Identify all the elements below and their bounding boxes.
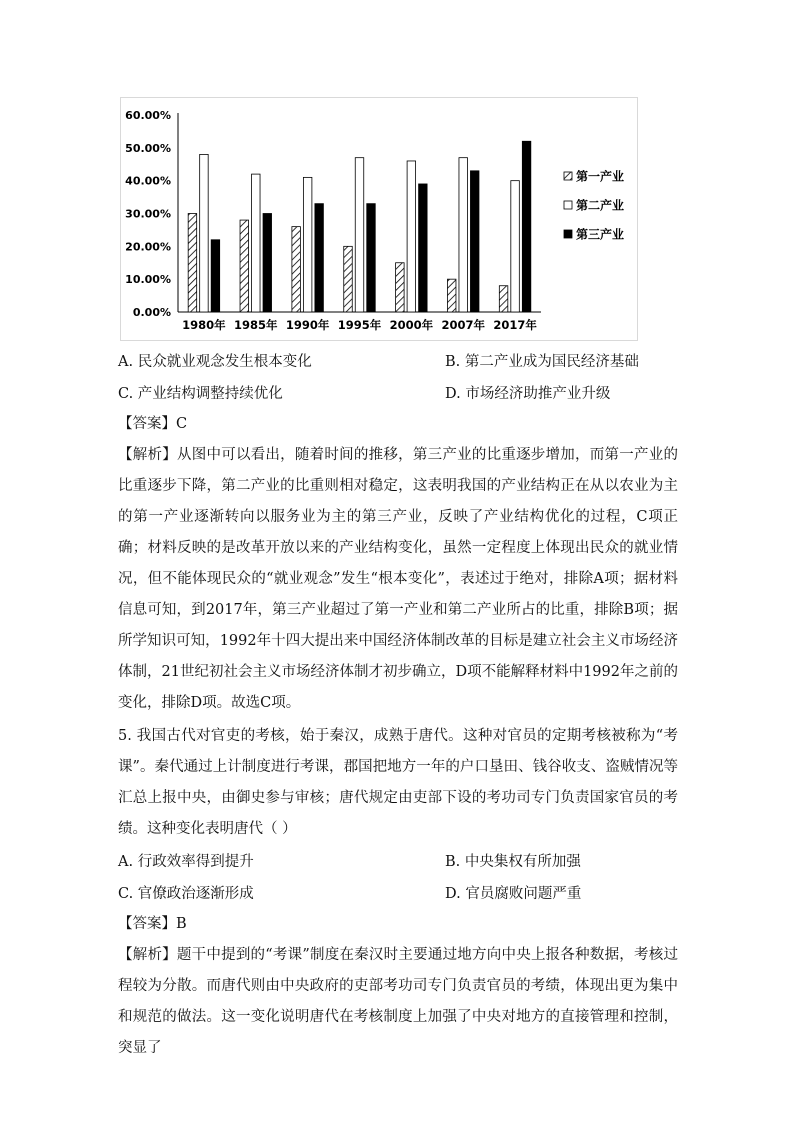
bar-1-4 [344, 246, 353, 312]
y-tick-label: 10.00% [125, 273, 171, 287]
bar-1-6 [447, 279, 456, 312]
bar-1-7 [499, 286, 508, 312]
q5-option-c: C. 官僚政治逐渐形成 [118, 886, 254, 902]
bar-3-7 [522, 141, 531, 312]
bar-3-5 [419, 184, 428, 312]
q5-option-b: B. 中央集权有所加强 [445, 854, 581, 870]
x-tick-label: 1980年 [182, 318, 226, 332]
legend-swatch-3 [564, 230, 572, 238]
legend-label-2: 第二产业 [576, 198, 625, 213]
q4-option-b: B. 第二产业成为国民经济基础 [445, 354, 639, 370]
q4-option-a: A. 民众就业观念发生根本变化 [118, 354, 312, 370]
x-tick-label: 1985年 [234, 318, 278, 332]
x-tick-label: 1995年 [337, 318, 382, 332]
industry-structure-chart [120, 97, 638, 341]
bar-2-2 [252, 174, 260, 312]
bar-1-2 [240, 220, 249, 312]
bar-2-7 [511, 181, 519, 312]
bar-3-4 [367, 204, 376, 312]
bar-2-1 [200, 154, 209, 312]
legend-label-1: 第一产业 [576, 169, 625, 184]
legend-swatch-2 [564, 201, 572, 209]
bar-1-1 [188, 214, 197, 313]
bar-3-1 [211, 240, 220, 312]
bar-1-3 [292, 227, 301, 312]
q5-option-a: A. 行政效率得到提升 [118, 854, 254, 870]
x-tick-label: 2000年 [389, 318, 434, 332]
y-tick-label: 30.00% [125, 207, 171, 221]
q4-option-d: D. 市场经济助推产业升级 [445, 386, 611, 402]
x-tick-label: 2007年 [441, 318, 485, 332]
chart-svg [121, 98, 639, 342]
bar-2-5 [407, 161, 416, 312]
q5-stem: 5. 我国古代对官吏的考核，始于秦汉，成熟于唐代。这种对官员的定期考核被称为“考课”。秦代通过上计制度进行考课，郡国把地方一年的户口垦田、钱谷收支、盗贼情况等汇总上报中央，由御史参与审核；唐代规定由吏部下设的考功司专门负责国家官员的考绩。这种变化表明唐代（ ） [118, 728, 678, 837]
q4-analysis: 【解析】从图中可以看出，随着时间的推移，第三产业的比重逐步增加，而第一产业的比重逐步下降，第二产业的比重则相对稳定，这表明我国的产业结构正在从以农业为主的第一产业逐渐转向以服务业为主的第三产业，反映了产业结构优化的过程，C项正确；材料反映的是改革开放以来的产业结构变化，虽然一定程度上体现出民众的就业情况，但不能体现民众的“就业观念”发生“根本变化”，表述过于绝对，排除A项；据材料信息可知，到2017年，第三产业超过了第一产业和第二产业所占的比重，排除B项；据所学知识可知，1992年十四大提出来中国经济体制改革的目标是建立社会主义市场经济体制，21世纪初社会主义市场经济体制才初步确立，D项不能解释材料中1992年之前的变化，排除D项。故选C项。 [118, 447, 678, 711]
bar-2-4 [355, 158, 364, 312]
bar-2-3 [303, 177, 312, 312]
legend-label-3: 第三产业 [576, 227, 625, 242]
q5-answer: 【答案】B [118, 916, 187, 932]
q5-analysis: 【解析】题干中提到的“考课”制度在秦汉时主要通过地方向中央上报各种数据，考核过程较为分散。而唐代则由中央政府的吏部考功司专门负责官员的考绩，体现出更为集中和规范的做法。这一变化说明唐代在考核制度上加强了中央对地方的直接管理和控制，突显了 [118, 947, 678, 1056]
bar-3-2 [263, 214, 272, 313]
x-tick-label: 2017年 [493, 318, 537, 332]
bar-1-5 [396, 263, 405, 312]
bar-3-6 [470, 171, 479, 312]
q5-option-d: D. 官员腐败问题严重 [445, 886, 582, 902]
y-tick-label: 40.00% [125, 174, 171, 188]
x-tick-label: 1990年 [285, 318, 330, 332]
q4-answer: 【答案】C [118, 416, 188, 432]
q4-option-c: C. 产业结构调整持续优化 [118, 386, 283, 402]
legend-swatch-1 [564, 172, 572, 180]
y-tick-label: 20.00% [125, 240, 171, 254]
y-tick-label: 0.00% [132, 306, 171, 319]
bar-2-6 [459, 158, 468, 312]
y-tick-label: 50.00% [125, 141, 171, 155]
bar-3-3 [315, 204, 324, 312]
y-tick-label: 60.00% [125, 109, 171, 122]
